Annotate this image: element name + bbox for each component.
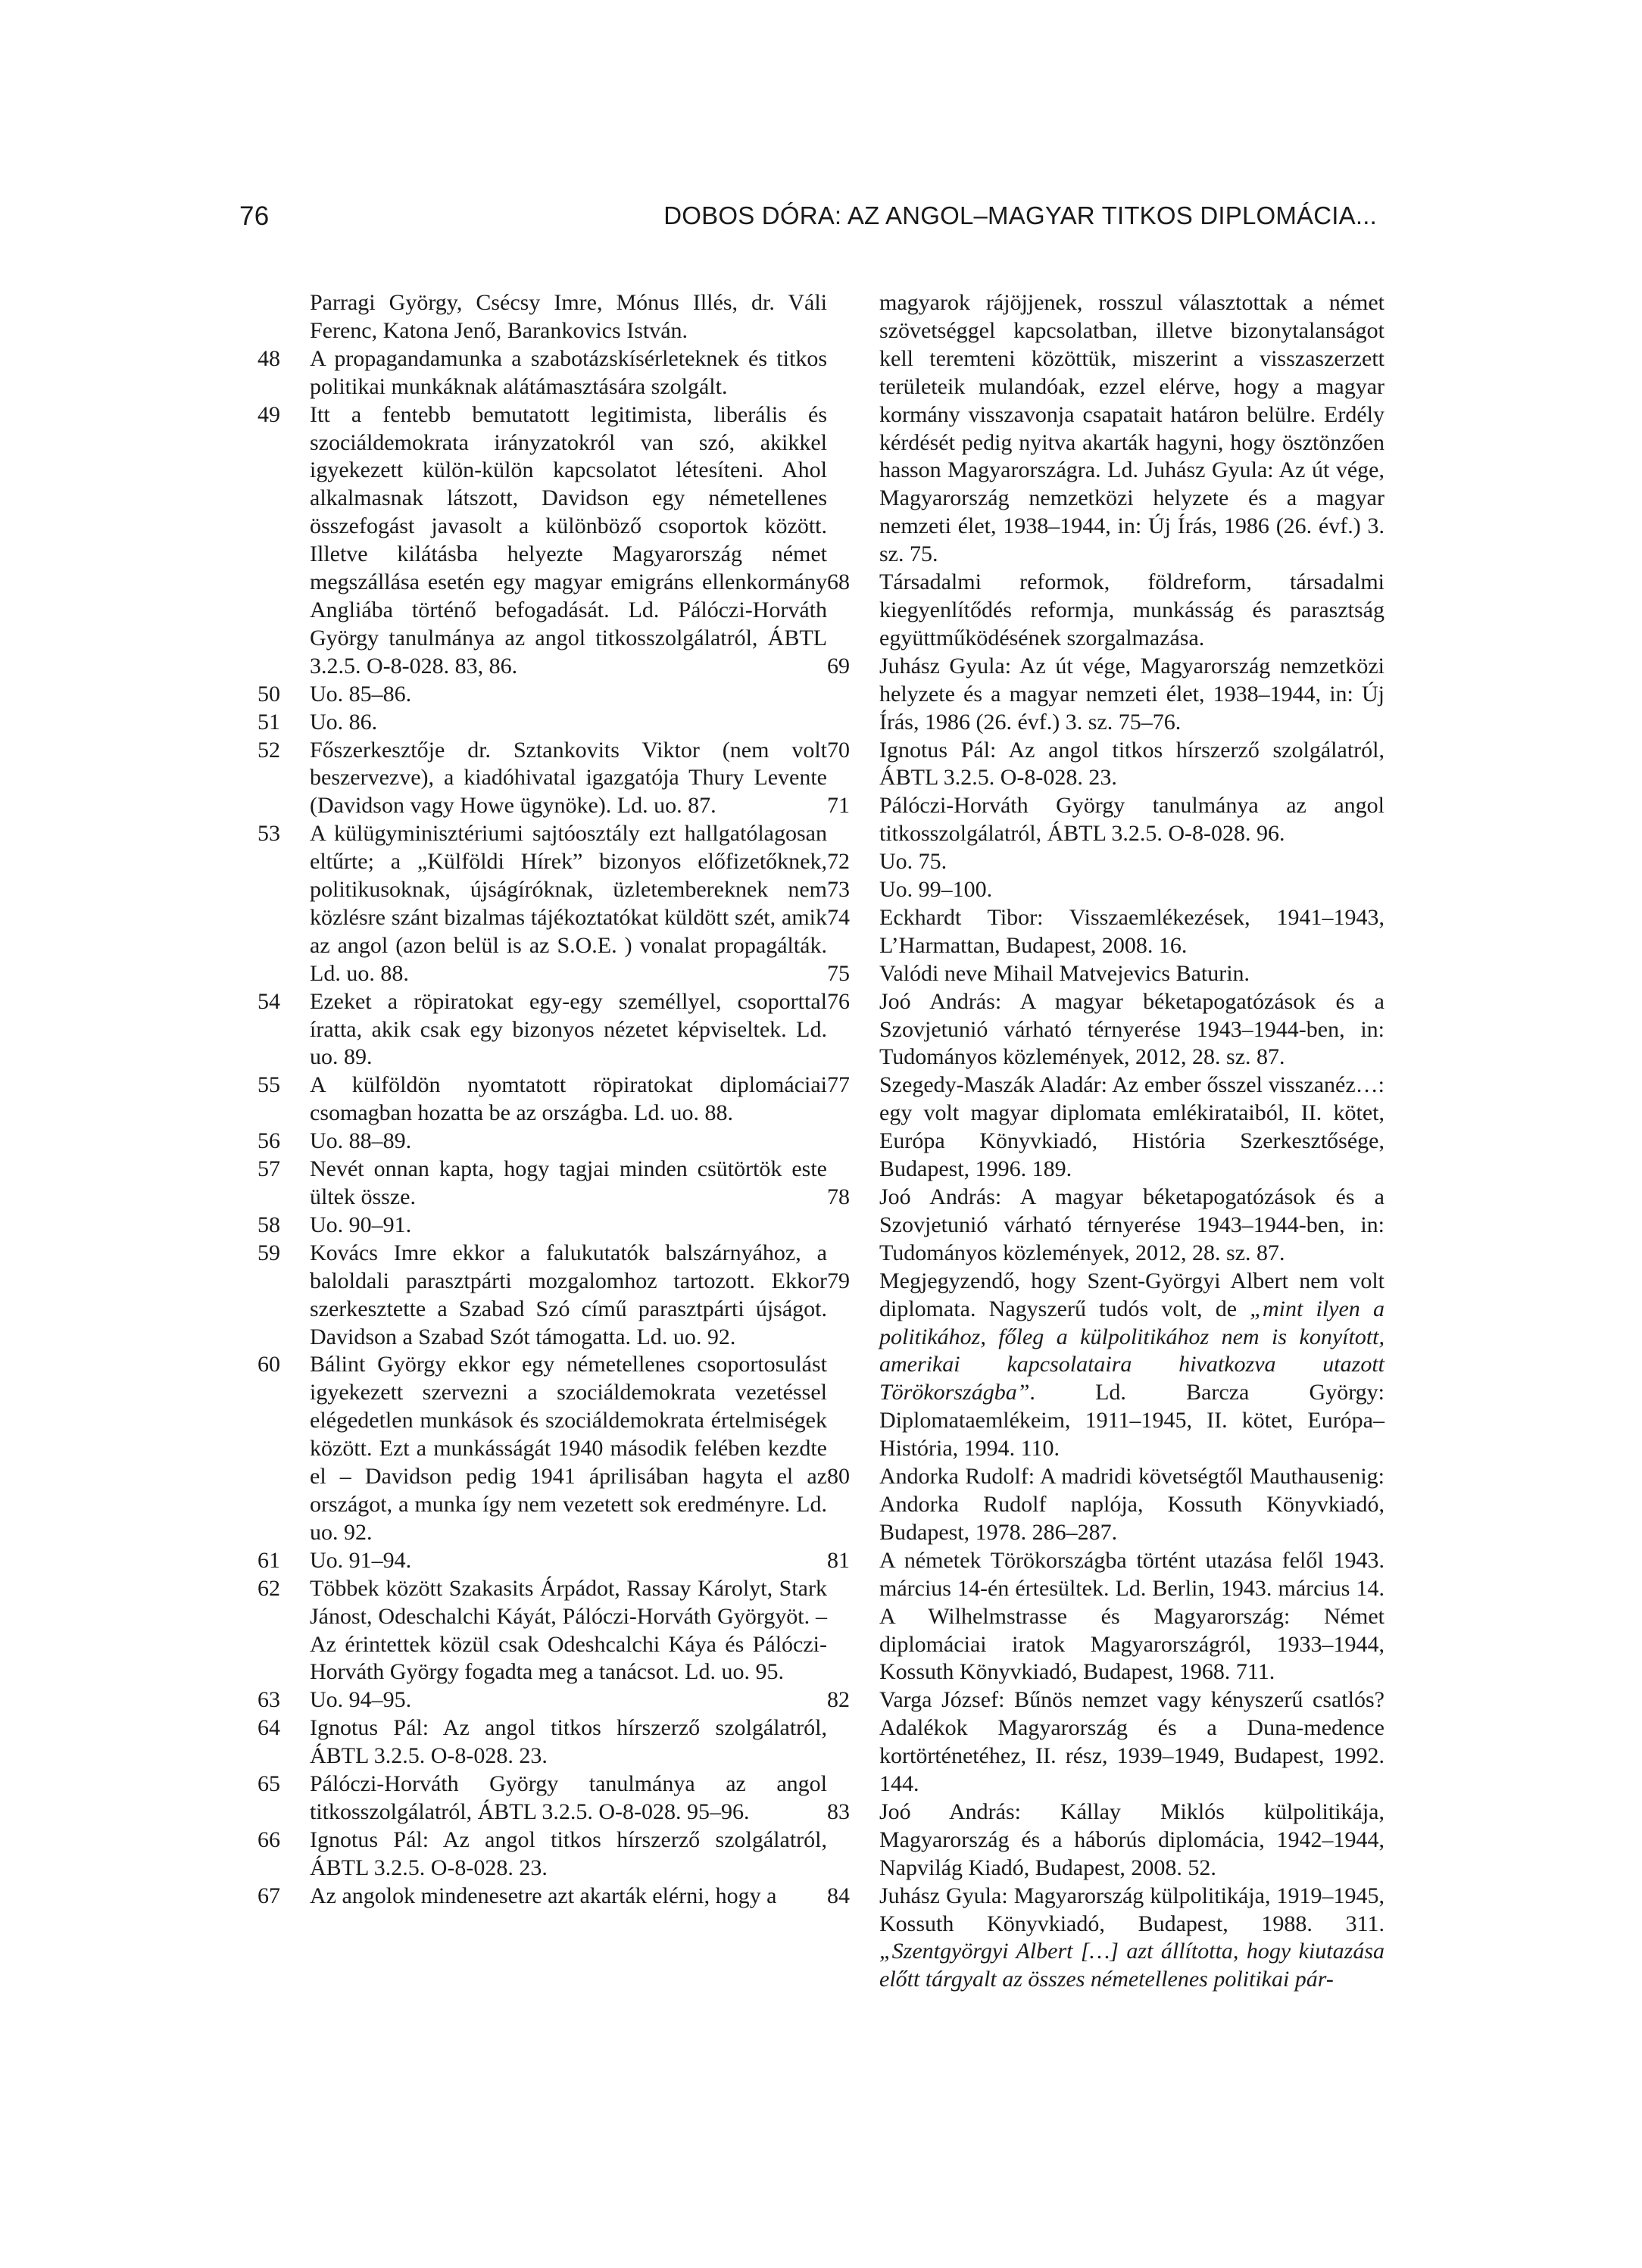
footnote-text: Eckhardt Tibor: Visszaemlékezések, 1941–1943, L’Harmattan, Budapest, 2008. 16.: [879, 904, 1384, 958]
footnote-number: 71: [827, 793, 850, 819]
footnote-text: A németek Törökországba történt utazása felől 1943. március 14-én értesültek. Ld. Berlin, 1943. március 14. A Wilhelmstrasse és Magyarország: Német diplomáciai iratok Magyarországról, 1933–1944, Kossuth Könyvkiadó, Budapest, 1968. 711.: [879, 1547, 1384, 1685]
footnote-number: 67: [258, 1883, 280, 1908]
footnote: [827, 960, 1384, 988]
footnote-number: 81: [827, 1547, 850, 1573]
footnote: [827, 1268, 1384, 1463]
footnote: [258, 1714, 827, 1770]
footnote: [827, 1184, 1384, 1268]
footnote-number: 84: [827, 1883, 850, 1908]
footnote: [827, 1072, 1384, 1184]
footnote-text: Társadalmi reformok, földreform, társadalmi kiegyenlítődés reformja, munkásság és parasztság együttműködésének szorgalmazása.: [879, 569, 1384, 650]
footnote-number: 50: [258, 681, 280, 707]
footnote-text: Pálóczi-Horváth György tanulmánya az angol titkosszolgálatról, ÁBTL 3.2.5. O-8-028. 95–96.: [310, 1771, 827, 1824]
footnote-text: A külügyminisztériumi sajtóosztály ezt hallgatólagosan eltűrte; a „Külföldi Hírek” bizonyos előfizetőknek, politikusoknak, újságíróknak, üzletembereknek nem közlésre szánt bizalmas tájékoztatókat küldött szét, amik az angol (azon belül is az S.O.E. ) vonalat propagálták. Ld. uo. 88.: [310, 821, 827, 986]
footnote: [258, 345, 827, 401]
footnote: [827, 1686, 1384, 1798]
footnotes-left-column: [258, 289, 827, 1911]
footnote: [258, 1156, 827, 1212]
footnote: [258, 289, 827, 345]
footnote: [827, 904, 1384, 960]
footnote-number: 52: [258, 737, 280, 763]
footnote-text: Itt a fentebb bemutatott legitimista, liberális és szociáldemokrata irányzatokról van szó, akikkel igyekezett külön-külön kapcsolatot létesíteni. Ahol alkalmasnak látszott, Davidson egy németellenes összefogást javasolt a különböző csoportok között. Illetve kilátásba helyezte Magyarország német megszállása esetén egy magyar emigráns ellenkormány Angliába történő befogadását. Ld. Pálóczi-Horváth György tanulmánya az angol titkosszolgálatról, ÁBTL 3.2.5. O-8-028. 83, 86.: [310, 401, 827, 679]
footnote-number: 79: [827, 1268, 850, 1293]
footnote: [827, 848, 1384, 876]
footnote-text: Pálóczi-Horváth György tanulmánya az angol titkosszolgálatról, ÁBTL 3.2.5. O-8-028. 96.: [879, 793, 1384, 847]
footnote-number: 59: [258, 1240, 280, 1265]
footnote-text: Nevét onnan kapta, hogy tagjai minden csütörtök este ültek össze.: [310, 1156, 827, 1209]
footnote-text: Kovács Imre ekkor a falukutatók balszárnyához, a baloldali parasztpárti mozgalomhoz tartozott. Ekkor szerkesztette a Szabad Szó című parasztpárti újságot. Davidson a Szabad Szót támogatta. Ld. uo. 92.: [310, 1240, 827, 1349]
footnote: [827, 988, 1384, 1072]
footnote-number: 74: [827, 904, 850, 930]
footnote-text: Ezeket a röpiratokat egy-egy személlyel, csoporttal íratta, akik csak egy bizonyos nézetet képviseltek. Ld. uo. 89.: [310, 988, 827, 1070]
footnote-number: 54: [258, 988, 280, 1014]
footnote-number: 80: [827, 1464, 850, 1490]
footnote-text: Főszerkesztője dr. Sztankovits Viktor (nem volt beszervezve), a kiadóhivatal igazgatója Thury Levente (Davidson vagy Howe ügynöke). Ld. uo. 87.: [310, 737, 827, 819]
footnote-number: 82: [827, 1687, 850, 1713]
footnote-text: magyarok rájöjjenek, rosszul választottak a német szövetséggel kapcsolatban, illetve bizonytalanságot kell teremteni közöttük, miszerint a visszaszerzett területeik mulandóak, ezzel elérve, hogy a magyar kormány visszavonja csapatait határon belülre. Erdély kérdését pedig nyitva akarták hagyni, hogy ösztönzően hasson Magyarországra. Ld. Juhász Gyula: Az út vége, Magyarország nemzetközi helyzete és a magyar nemzeti élet, 1938–1944, in: Új Írás, 1986 (26. évf.) 3. sz. 75.: [879, 290, 1384, 567]
footnote-text: Többek között Szakasits Árpádot, Rassay Károlyt, Stark Jánost, Odeschalchi Káyát, Pálóczi-Horváth Györgyöt. – Az érintettek közül csak Odeshcalchi Káya és Pálóczi-Horváth György fogadta meg a tanácsot. Ld. uo. 95.: [310, 1575, 827, 1685]
footnote: [827, 737, 1384, 793]
footnote-text: Joó András: A magyar béketapogatózások és a Szovjetunió várható térnyerése 1943–1944-ben, in: Tudományos közlemények, 2012, 28. sz. 87.: [879, 1184, 1384, 1265]
footnote: [258, 681, 827, 709]
footnote-number: 65: [258, 1771, 280, 1797]
footnote: [258, 1883, 827, 1911]
footnote: [258, 1351, 827, 1546]
footnote: [258, 820, 827, 987]
footnote: [258, 401, 827, 681]
footnote: [258, 1827, 827, 1883]
footnote-text: Ignotus Pál: Az angol titkos hírszerző szolgálatról, ÁBTL 3.2.5. O-8-028. 23.: [310, 1827, 827, 1880]
footnote-number: 57: [258, 1156, 280, 1182]
footnote-number: 49: [258, 401, 280, 427]
footnote-text: Uo. 90–91.: [310, 1212, 412, 1237]
page-number: 76: [239, 201, 270, 231]
footnote-text: Uo. 75.: [879, 849, 947, 875]
footnote-number: 72: [827, 849, 850, 875]
footnote: [258, 1128, 827, 1156]
footnote: [258, 1770, 827, 1827]
footnote-number: 66: [258, 1827, 280, 1852]
footnote-text: Uo. 88–89.: [310, 1128, 412, 1154]
footnote: [258, 709, 827, 737]
footnote-number: 64: [258, 1715, 280, 1741]
footnote-number: 70: [827, 737, 850, 763]
footnote: [258, 1547, 827, 1575]
footnote: [827, 289, 1384, 569]
footnote-text: Joó András: Kállay Miklós külpolitikája, Magyarország és a háborús diplomácia, 1942–1944, Napvilág Kiadó, Budapest, 2008. 52.: [879, 1798, 1384, 1880]
footnote: [827, 792, 1384, 848]
footnote-text: Juhász Gyula: Az út vége, Magyarország nemzetközi helyzete és a magyar nemzeti élet, 1938–1944, in: Új Írás, 1986 (26. évf.) 3. sz. 75–76.: [879, 653, 1384, 735]
footnote-text: Megjegyzendő, hogy Szent-Györgyi Albert nem volt diplomata. Nagyszerű tudós volt, de: [879, 1268, 1384, 1321]
footnote-text: Az angolok mindenesetre azt akarták elérni, hogy a: [310, 1883, 777, 1908]
footnote-number: 56: [258, 1128, 280, 1154]
footnote-number: 75: [827, 960, 850, 986]
footnote-number: 77: [827, 1072, 850, 1098]
footnote-text: Szegedy-Maszák Aladár: Az ember ősszel visszanéz…: egy volt magyar diplomata emlékirataiból, II. kötet, Európa Könyvkiadó, História Szerkesztősége, Budapest, 1996. 189.: [879, 1072, 1384, 1182]
footnote-number: 68: [827, 569, 850, 595]
footnote-number: 63: [258, 1687, 280, 1713]
footnote-number: 76: [827, 988, 850, 1014]
footnote-number: 60: [258, 1352, 280, 1377]
footnote-text: Juhász Gyula: Magyarország külpolitikája, 1919–1945, Kossuth Könyvkiadó, Budapest, 1988. 311.: [879, 1883, 1384, 1936]
footnote-quote: „Szentgyörgyi Albert […] azt állította, hogy kiutazása előtt tárgyalt az összes németellenes politikai pár-: [879, 1939, 1384, 1992]
footnote: [827, 1883, 1384, 1995]
footnote-number: 83: [827, 1798, 850, 1824]
footnote: [827, 1547, 1384, 1687]
running-title: DOBOS DÓRA: AZ ANGOL–MAGYAR TITKOS DIPLOMÁCIA...: [663, 201, 1377, 229]
footnote: [827, 876, 1384, 904]
footnote-text: A propagandamunka a szabotázskísérleteknek és titkos politikai munkáknak alátámasztására szolgált.: [310, 345, 827, 399]
footnote: [258, 1686, 827, 1714]
footnote-text: Uo. 99–100.: [879, 877, 993, 903]
footnote-text: Uo. 86.: [310, 709, 378, 735]
footnote-number: 78: [827, 1184, 850, 1209]
footnote: [827, 653, 1384, 737]
footnote: [258, 1240, 827, 1352]
footnote-number: 69: [827, 653, 850, 679]
footnote-number: 62: [258, 1575, 280, 1601]
footnote-number: 53: [258, 821, 280, 847]
footnote-text: Ignotus Pál: Az angol titkos hírszerző szolgálatról, ÁBTL 3.2.5. O-8-028. 23.: [879, 737, 1384, 791]
footnote-text: Uo. 94–95.: [310, 1687, 412, 1713]
footnote-number: 58: [258, 1212, 280, 1237]
footnote-text-tail: . Ld. Barcza György: Diplomataemlékeim, 1911–1945, II. kötet, Európa–História, 1994. 110.: [879, 1380, 1384, 1462]
footnote-number: 48: [258, 345, 280, 371]
footnote-number: 61: [258, 1547, 280, 1573]
footnote-text: Bálint György ekkor egy németellenes csoportosulást igyekezett szervezni a szociáldemokrata vezetéssel elégedetlen munkások és szociáldemokrata értelmiségek között. Ezt a munkásságát 1940 második felében kezdte el – Davidson pedig 1941 áprilisában hagyta el az országot, a munka így nem vezetett sok eredményre. Ld. uo. 92.: [310, 1352, 827, 1545]
footnote: [258, 1072, 827, 1128]
footnote-text: Uo. 91–94.: [310, 1547, 412, 1573]
footnote-text: Ignotus Pál: Az angol titkos hírszerző szolgálatról, ÁBTL 3.2.5. O-8-028. 23.: [310, 1715, 827, 1769]
footnotes-right-column: [827, 289, 1384, 1994]
footnote-text: Andorka Rudolf: A madridi követségtől Mauthausenig: Andorka Rudolf naplója, Kossuth Könyvkiadó, Budapest, 1978. 286–287.: [879, 1464, 1384, 1545]
footnote: [258, 988, 827, 1072]
footnote-quote: „mint ilyen a politikához, főleg a külpolitikához nem is konyított, amerikai kapcsolataira hivatkozva utazott Törökországba”: [879, 1296, 1384, 1405]
footnote: [827, 1798, 1384, 1883]
footnote-text: A külföldön nyomtatott röpiratokat diplomáciai csomagban hozatta be az országba. Ld. uo. 88.: [310, 1072, 827, 1126]
footnote-text: Parragi György, Csécsy Imre, Mónus Illés, dr. Váli Ferenc, Katona Jenő, Barankovics István.: [310, 290, 827, 343]
footnote: [258, 737, 827, 821]
footnote: [258, 1575, 827, 1687]
footnote: [258, 1212, 827, 1240]
footnote: [827, 569, 1384, 653]
footnote: [827, 1463, 1384, 1547]
footnote-number: 73: [827, 877, 850, 903]
footnote-number: 55: [258, 1072, 280, 1098]
footnote-text: Valódi neve Mihail Matvejevics Baturin.: [879, 960, 1250, 986]
footnote-number: 51: [258, 709, 280, 735]
footnote-text: Joó András: A magyar béketapogatózások és a Szovjetunió várható térnyerése 1943–1944-ben, in: Tudományos közlemények, 2012, 28. sz. 87.: [879, 988, 1384, 1070]
footnote-text: Uo. 85–86.: [310, 681, 412, 707]
footnote-text: Varga József: Bűnös nemzet vagy kényszerű csatlós? Adalékok Magyarország és a Duna-medence kortörténetéhez, II. rész, 1939–1949, Budapest, 1992. 144.: [879, 1687, 1384, 1797]
